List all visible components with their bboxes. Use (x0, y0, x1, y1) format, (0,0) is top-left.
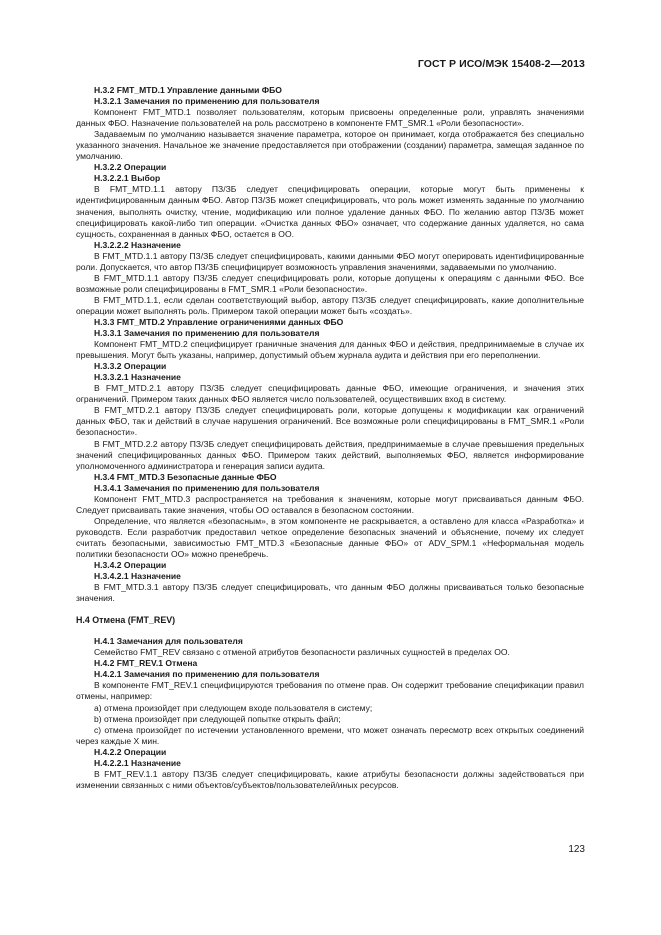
paragraph: В FMT_MTD.1.1 автору ПЗ/ЗБ следует специфицировать роли, которые допущены к операциям с данными ФБО. Все возможные роли специфицированы в FMT_SMR.1 «Роли безопасности». (76, 272, 584, 294)
section-heading: Н.3.2.2 Операции (94, 162, 167, 173)
paragraph: В FMT_MTD.1.1 автору ПЗ/ЗБ следует специфицировать операции, которые могут быть применены к идентифицированным данным ФБО. Автор ПЗ/ЗБ может специфицировать, что роль может изменять заданные по умолчанию значения, выполнять очистку, чтение, модификацию или полное удаление данных ФБО. По желанию автор ПЗ/ЗБ может специфицировать какой-либо тип операции. «Очистка данных ФБО» означает, что содержание данных удаляется, но сама сущность, сохраненная в данных ФБО, остается в ОО. (76, 184, 584, 239)
paragraph: В компоненте FMT_REV.1 специфицируются требования по отмене прав. Он содержит требование спецификации правил отмены, например: (76, 680, 584, 702)
paragraph: a) отмена произойдет при следующем входе пользователя в систему; (94, 702, 373, 713)
paragraph: c) отмена произойдет по истечении установленного времени, что может означать пересмотр всех открытых соединений через каждые X мин. (76, 724, 584, 746)
standard-header: ГОСТ Р ИСО/МЭК 15408-2—2013 (417, 58, 585, 70)
section-heading: Н.3.4.2.1 Назначение (94, 571, 181, 582)
section-heading: Н.4.2.2 Операции (94, 746, 167, 757)
paragraph: В FMT_MTD.3.1 автору ПЗ/ЗБ следует специфицировать, что данным ФБО должны присваиваться только безопасные значения. (76, 582, 584, 604)
paragraph: Компонент FMT_MTD.1 позволяет пользователям, которым присвоены определенные роли, управлять значениями данных ФБО. Назначение пользователей на роль рассмотрено в компоненте FMT_SMR.1 «Роли безопасности». (76, 107, 584, 129)
section-heading: Н.3.3.1 Замечания по применению для пользователя (94, 328, 320, 339)
section-heading: Н.4 Отмена (FMT_REV) (76, 615, 176, 626)
section-heading: Н.3.4.1 Замечания по применению для пользователя (94, 482, 320, 493)
section-heading: Н.3.4 FMT_MTD.3 Безопасные данные ФБО (94, 471, 277, 482)
section-heading: Н.3.2.2.2 Назначение (94, 239, 181, 250)
paragraph: Определение, что является «безопасным», в этом компоненте не раскрывается, а оставлено для класса «Разработка» и руководств. Если разработчик предоставил четкое определение безопасных значений и объяснение, почему их следует считать безопасными, зависимостью FMT_MTD.3 «Безопасные данные ФБО» от ADV_SPM.1 «Неформальная модель политики безопасности ОО» можно пренебречь. (76, 515, 584, 559)
page-number: 123 (568, 844, 585, 855)
paragraph: В FMT_MTD.2.1 автору ПЗ/ЗБ следует специфицировать данные ФБО, имеющие ограничения, и значения этих ограничений. Примером таких данных ФБО является число пользователей, осуществивших вход в систему. (76, 383, 584, 405)
paragraph: В FMT_MTD.2.2 автору ПЗ/ЗБ следует специфицировать действия, предпринимаемые в случае превышения предельных значений специфицированных данных ФБО. Примером таких действий, выполняемых ФБО, является информирование уполномоченного администратора и генерация записи аудита. (76, 438, 584, 471)
section-heading: Н.3.2.2.1 Выбор (94, 173, 161, 184)
paragraph: Семейство FMT_REV связано с отменой атрибутов безопасности различных сущностей в пределах ОО. (94, 647, 510, 658)
paragraph: Задаваемым по умолчанию называется значение параметра, которое он принимает, когда отображается без специально указанного значения. Начальное же значение предоставляется при отображении (создании) параметра, замещая заданное по умолчанию. (76, 129, 584, 162)
section-heading: Н.3.2 FMT_MTD.1 Управление данными ФБО (94, 85, 282, 95)
paragraph: Компонент FMT_MTD.2 специфицирует граничные значения для данных ФБО и действия, предпринимаемые в случае их превышения. Могут быть указаны, например, допустимый объем журнала аудита и действия при его переполнении. (76, 339, 584, 361)
section-heading: Н.3.2.1 Замечания по применению для пользователя (94, 96, 320, 107)
paragraph: В FMT_MTD.1.1 автору ПЗ/ЗБ следует специфицировать, какими данными ФБО могут оперировать идентифицированные роли. Допускается, что автор ПЗ/ЗБ специфицирует возможность управления значениями, задаваемыми по умолчанию. (76, 250, 584, 272)
section-heading: Н.4.2.1 Замечания по применению для пользователя (94, 669, 320, 680)
paragraph: В FMT_REV.1.1 автору ПЗ/ЗБ следует специфицировать, какие атрибуты безопасности должны задействоваться при изменении связанных с ними объектов/субъектов/пользователей/иных ресурсов. (76, 768, 584, 790)
paragraph: В FMT_MTD.2.1 автору ПЗ/ЗБ следует специфицировать роли, которые допущены к модификации как ограничений данных ФБО, так и действий в случае нарушения ограничений. Все возможные роли специфицированы в FMT_SMR.1 «Роли безопасности». (76, 405, 584, 438)
section-heading: Н.4.2 FMT_REV.1 Отмена (94, 658, 198, 669)
paragraph: В FMT_MTD.1.1, если сделан соответствующий выбор, автору ПЗ/ЗБ следует специфицировать, какие дополнительные операции может выполнять роль. Примером такой операции может быть «создать». (76, 294, 584, 316)
section-heading: Н.4.2.2.1 Назначение (94, 757, 181, 768)
section-heading: Н.3.3.2 Операции (94, 361, 167, 372)
section-heading: Н.3.3 FMT_MTD.2 Управление ограничениями данных ФБО (94, 316, 344, 327)
paragraph: Компонент FMT_MTD.3 распространяется на требования к значениям, которые могут присваиваться данным ФБО. Следует присваивать такие значения, чтобы ОО оставался в безопасном состоянии. (76, 493, 584, 515)
section-heading: Н.3.3.2.1 Назначение (94, 372, 181, 383)
document-body (76, 85, 584, 791)
section-heading: Н.4.1 Замечания для пользователя (94, 636, 243, 647)
paragraph: b) отмена произойдет при следующей попытке открыть файл; (94, 713, 341, 724)
section-heading: Н.3.4.2 Операции (94, 560, 167, 571)
